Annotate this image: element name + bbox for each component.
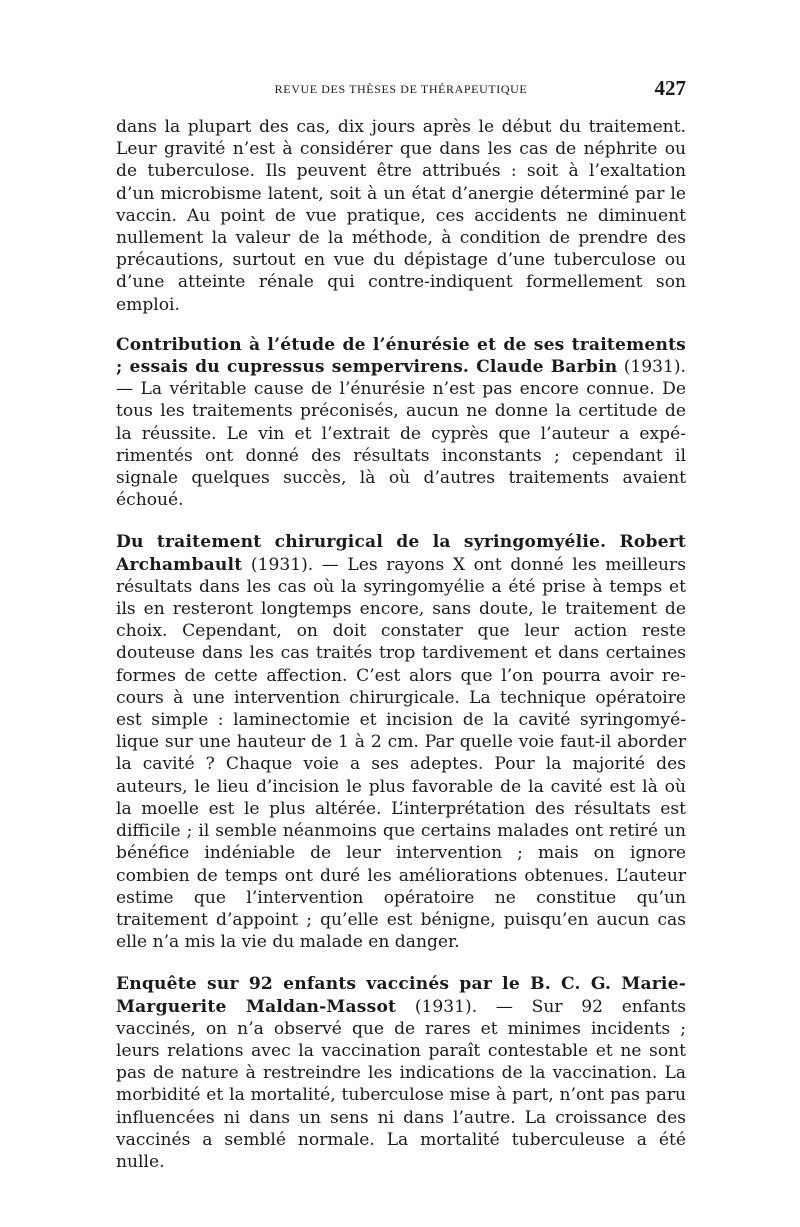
article-syringomyelie xyxy=(116,531,686,953)
page-number: 427 xyxy=(654,76,686,100)
article-year: (1931). — xyxy=(396,996,532,1017)
article-body: Les rayons X ont donné les meilleurs résultats dans les cas où la syringomyélie a été prise à temps et ils en resteront longtemps encore, sans doute, le traitement de choix. Cependant, on doit constater que leur action reste douteuse dans les cas traités trop tardivement et dans certaines formes de cette affection. C’est alors que l’on pourra avoir recours à une intervention chirurgicale. La technique opératoire est simple : laminectomie et incision de la cavité syringomyélique sur une hauteur de 1 à 2 cm. Par quelle voie faut-il aborder la cavité ? Chaque voie a ses adeptes. Pour la majorité des auteurs, le lieu d’incision le plus favorable de la cavité est là où la moelle est le plus altérée. L’interprétation des résultats est difficile ; il semble néanmoins que certains malades ont retiré un bénéfice indéniable de leur intervention ; mais on ignore combien de temps ont duré les améliorations obtenues. L’auteur estime que l’intervention opératoire ne constitue qu’un traitement d’appoint ; qu’elle est bénigne, puisqu’en aucun cas elle n’a mis la vie du malade en danger. xyxy=(116,554,686,953)
article-year: (1931). — xyxy=(242,554,348,575)
running-header xyxy=(116,76,686,104)
intro-paragraph: dans la plupart des cas, dix jours après le début du traitement. Leur gravité n’est à considérer que dans les cas de néphrite ou de tuberculose. Ils peuvent être attribués : soit à l’exaltation d’un microbisme latent, soit à un état d’anergie déterminé par le vaccin. Au point de vue pratique, ces accidents ne diminuent nullement la valeur de la méthode, à condition de prendre des précautions, surtout en vue du dépistage d’une tuberculose ou d’une atteinte rénale qui contre-indiquent formellement son emploi. xyxy=(116,117,686,315)
article-bcg xyxy=(116,973,686,1173)
article-heading: Enquête sur 92 enfants vaccinés par le B. C. G. Marie-Marguerite Maldan-Massot xyxy=(116,974,686,1017)
article-body: Sur 92 enfants vaccinés, on n’a observé que de rares et minimes incidents ; leurs relations avec la vaccination paraît contestable et ne sont pas de nature à restreindre les indications de la vaccination. La morbidité et la mortalité, tuberculose mise à part, n’ont pas paru influencées ni dans un sens ni dans l’autre. La croissance des vaccinés a semblé normale. La mortalité tuberculeuse a été nulle. xyxy=(116,996,686,1172)
article-heading: Du traitement chirurgical de la syringomyélie. Robert Archambault xyxy=(116,532,686,575)
article-year: (1931). — xyxy=(116,357,686,400)
article-enuresie xyxy=(116,334,686,512)
running-title: REVUE DES THÈSES DE THÉRAPEUTIQUE xyxy=(274,82,528,96)
article-body: La véritable cause de l’énurésie n’est pas encore connue. De tous les traitements préconisés, aucun ne donne la certitude de la réussite. Le vin et l’extrait de cyprès que l’auteur a expérimentés ont donné des résultats inconstants ; cependant il signale quelques succès, là où d’autres traitements avaient échoué. xyxy=(116,379,686,511)
article-heading: Contribution à l’étude de l’énurésie et de ses traitements ; essais du cupressus sempervirens. Claude Barbin xyxy=(116,334,686,378)
journal-page xyxy=(116,76,686,1193)
